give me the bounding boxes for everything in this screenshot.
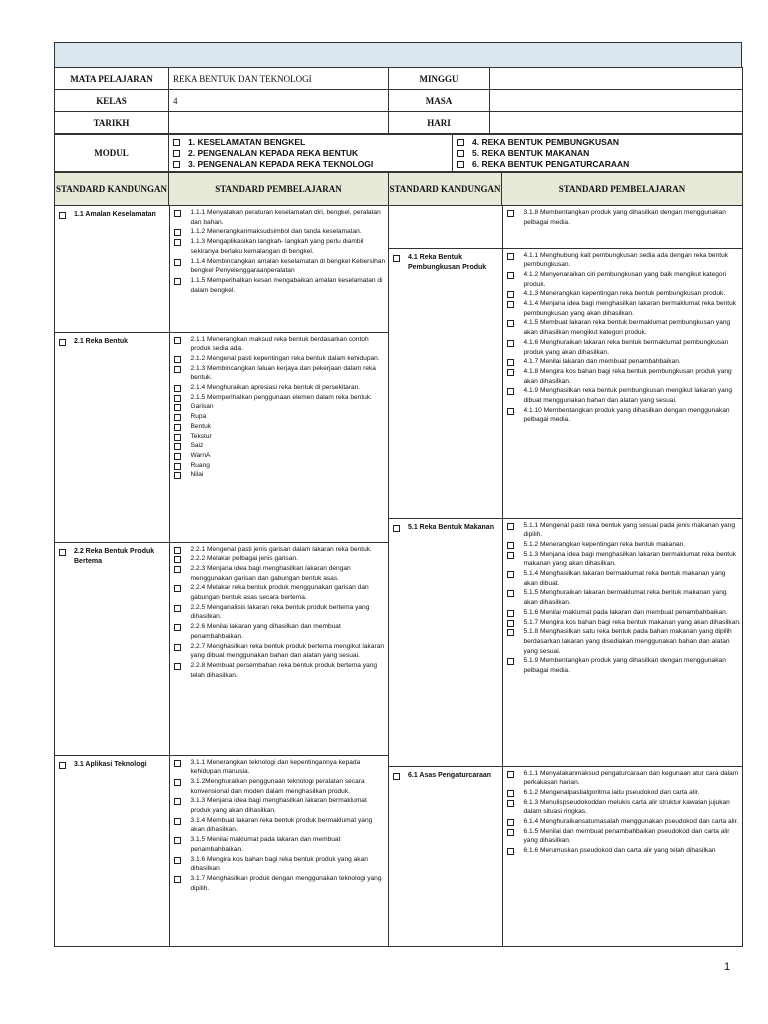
checkbox-icon <box>393 525 400 532</box>
tarikh-value <box>169 112 389 134</box>
checkbox-icon <box>457 150 464 157</box>
learning-standard-item <box>174 276 388 295</box>
learning-standard-item <box>507 299 742 318</box>
checkbox-icon <box>174 463 181 470</box>
learning-standard-text: Bentuk <box>190 422 212 430</box>
learning-standard-item <box>174 441 388 451</box>
checkbox-icon <box>174 798 181 805</box>
checkbox-icon <box>174 278 181 285</box>
modul-item <box>173 137 452 148</box>
header-table <box>54 67 743 134</box>
standard-pembelajaran-cell <box>169 206 389 332</box>
checkbox-icon <box>507 369 514 376</box>
standard-pembelajaran-cell <box>502 206 743 248</box>
learning-standard-text: Nilai <box>190 471 204 479</box>
modul-item-label: 4. REKA BENTUK PEMBUNGKUSAN <box>472 136 620 147</box>
sp-left-header: STANDARD PEMBELAJARAN <box>169 173 389 206</box>
learning-standard-text: 2.2.1 Mengenal pasti jenis garisan dalam lakaran reka bentuk. <box>190 545 372 553</box>
standard-kandungan-title: 3.1 Aplikasi Teknologi <box>74 760 147 768</box>
learning-standard-item <box>174 816 388 835</box>
standard-kandungan-title: 2.1 Reka Bentuk <box>74 337 129 345</box>
learning-standard-item <box>174 461 388 471</box>
checkbox-icon <box>174 472 181 479</box>
checkbox-icon <box>174 818 181 825</box>
checkbox-icon <box>507 542 514 549</box>
checkbox-icon <box>174 395 181 402</box>
learning-standard-item <box>174 661 388 680</box>
learning-standard-text: 2.1.2 Mengenal pasti kepentingan reka bentuk dalam kehidupan. <box>190 354 380 362</box>
learning-standard-item <box>507 788 742 798</box>
checkbox-icon <box>174 424 181 431</box>
learning-standard-text: 4.1.8 Mengira kos bahan bagi reka bentuk pembungkusan produk yang akan dihasilkan. <box>523 367 732 385</box>
learning-standard-item <box>507 817 742 827</box>
modul-item <box>457 159 742 170</box>
learning-standard-item <box>507 618 742 628</box>
learning-standard-text: 5.1.1 Mengenal pasti reka bentuk yang sesuai pada jenis makanan yang dipilih. <box>523 521 736 539</box>
checkbox-icon <box>174 547 181 554</box>
learning-standard-item <box>174 451 388 461</box>
learning-standard-item <box>174 564 388 583</box>
learning-standard-text: 5.1.9 Membentangkan produk yang dihasilkan dengan menggunakan pelbagai media. <box>523 657 726 675</box>
learning-standard-text: 4.1.2 Menyenaraikan ciri pembungkusan yang baik mengikut kategori produk. <box>523 270 727 288</box>
checkbox-icon <box>173 139 180 146</box>
learning-standard-text: 4.1.4 Menjana idea bagi menghasilkan lakaran bermaklumat reka bentuk pembungkusan yang akan dihasilkan. <box>523 300 737 317</box>
learning-standard-text: 2.2.5 Menganalisis lakaran reka bentuk produk bertema yang dihasilkan. <box>190 603 370 621</box>
learning-standard-text: 4.1.6 Menghuraikan lakaran reka bentuk bermaklumat pembungkusan produk yang akan dihasilkan. <box>523 338 729 356</box>
standard-kandungan-title: 2.2 Reka Bentuk Produk Bertema <box>74 547 155 565</box>
learning-standard-text: 2.1.1 Menerangkan maksud reka bentuk berdasarkan contoh produk sedia ada. <box>190 335 369 353</box>
standard-kandungan-title: 6.1 Asas Pengaturcaraan <box>408 771 492 779</box>
checkbox-icon <box>507 829 514 836</box>
modul-list-right <box>453 135 743 172</box>
learning-standard-text: 6.1.5 Menilai dan membuat penambahbaikan pseudokod dan carta alir yang dihasilkan. <box>523 827 730 845</box>
learning-standard-text: 2.1.5 Memperihalkan penggunaan elemen dalam reka bentuk: <box>190 393 372 401</box>
checkbox-icon <box>393 773 400 780</box>
learning-standard-item <box>507 318 742 337</box>
learning-standard-text: 6.1.4 Menghuraikansatumasalah menggunakan pseudokod dan carta alir. <box>523 818 739 826</box>
learning-standard-item <box>174 393 388 403</box>
standard-kandungan-cell <box>389 248 502 518</box>
learning-standard-item <box>507 338 742 357</box>
learning-standard-text: 2.2.6 Menilai lakaran yang dihasilkan dan membuat penambahbaikan. <box>190 623 341 640</box>
learning-standard-text: Garisan <box>190 403 214 411</box>
learning-standard-item <box>507 588 742 607</box>
checkbox-icon <box>507 210 514 217</box>
modul-item <box>457 137 742 148</box>
learning-standard-item <box>507 627 742 656</box>
checkbox-icon <box>59 212 66 219</box>
checkbox-icon <box>174 876 181 883</box>
modul-table <box>54 134 743 172</box>
checkbox-icon <box>174 385 181 392</box>
checkbox-icon <box>174 239 181 246</box>
checkbox-icon <box>174 366 181 373</box>
checkbox-icon <box>507 571 514 578</box>
checkbox-icon <box>507 359 514 366</box>
checkbox-icon <box>457 161 464 168</box>
learning-standard-text: 3.1.7 Menghasilkan produk dengan menggunakan teknologi yang dipilih. <box>190 874 382 892</box>
learning-standard-text: 2.2.2 Melakar pelbagai jenis garisan. <box>190 555 298 563</box>
learning-standard-text: 4.1.1 Menghubung kait pembungkusan sedia ada dengan reka bentuk pembungkusan. <box>523 251 729 269</box>
learning-standard-item <box>174 642 388 661</box>
checkbox-icon <box>174 857 181 864</box>
learning-standard-text: 2.2.3 Menjana idea bagi menghasilkan lakaran dengan menggunakan garisan dan gabungan bentuk asas. <box>190 564 351 582</box>
checkbox-icon <box>174 644 181 651</box>
learning-standard-item <box>174 777 388 796</box>
learning-standard-text: WarnA <box>190 451 211 459</box>
checkbox-icon <box>507 790 514 797</box>
standard-kandungan-cell <box>389 518 502 766</box>
learning-standard-text: 6.1.3 Menulispseudokoddan melukis carta alir struktur kawalan jujukan dalam situasi ringkas. <box>523 798 730 816</box>
checkbox-icon <box>507 320 514 327</box>
right-sections <box>389 206 743 946</box>
learning-standard-text: 4.1.3 Menerangkan kepentingan reka bentuk pembungkusan produk. <box>523 290 726 298</box>
learning-standard-text: 3.1.2Menghuraikan penggunaan teknologi peralatan secara konvensional dan moden dalam menghasilkan produk. <box>190 777 365 795</box>
checkbox-icon <box>174 356 181 363</box>
tarikh-label: TARIKH <box>55 112 169 134</box>
checkbox-icon <box>174 760 181 767</box>
learning-standard-text: 2.1.3 Membincangkan laluan kerjaya dan pekerjaan dalam reka bentuk. <box>190 364 376 382</box>
learning-standard-item <box>507 540 742 550</box>
checkbox-icon <box>174 434 181 441</box>
learning-standard-text: 4.1.9 Menghasilkan reka bentuk pembungkusan mengikut lakaran yang dibuat menggunakan bahan dan alatan yang sesuai. <box>523 387 733 405</box>
learning-standard-text: 5.1.6 Menilai maklumat pada lakaran dan membuat penambahbaikan. <box>523 608 728 616</box>
learning-standard-item <box>174 335 388 354</box>
learning-standard-text: Tekstur <box>190 432 212 440</box>
checkbox-icon <box>174 404 181 411</box>
learning-standard-item <box>174 257 388 276</box>
learning-standard-text: 6.1.2 Mengenalpastialgoritma iaitu pseudokod dan carta alir. <box>523 788 700 796</box>
learning-standard-text: 1.1.4 Membincangkan amalan keselamatan di bengkel Kebersihan bengkel Penyelenggaraanperalatan <box>190 257 386 275</box>
modul-item-label: 3. PENGENALAN KEPADA REKA TEKNOLOGI <box>188 158 374 169</box>
learning-standard-item <box>174 545 388 555</box>
standard-kandungan-title: 4.1 Reka Bentuk Pembungkusan Produk <box>408 253 487 271</box>
checkbox-icon <box>507 388 514 395</box>
learning-standard-item <box>507 550 742 569</box>
learning-standard-item <box>174 603 388 622</box>
checkbox-icon <box>507 340 514 347</box>
checkbox-icon <box>457 139 464 146</box>
learning-standard-item <box>174 470 388 480</box>
checkbox-icon <box>174 605 181 612</box>
learning-standard-item <box>174 354 388 364</box>
learning-standard-item <box>174 412 388 422</box>
learning-standard-item <box>507 769 742 788</box>
checkbox-icon <box>174 624 181 631</box>
checkbox-icon <box>174 453 181 460</box>
checkbox-icon <box>174 414 181 421</box>
lesson-plan-page <box>54 42 742 947</box>
learning-standard-text: 5.1.5 Menghuraikan lakaran bermaklumat reka bentuk makanan yang akan dihasilkan. <box>523 589 727 607</box>
learning-standard-item <box>174 758 388 777</box>
learning-standard-item <box>507 608 742 618</box>
learning-standard-text: 3.1.6 Mengira kos bahan bagi reka bentuk produk yang akan dihasilkan <box>190 855 368 873</box>
minggu-label: MINGGU <box>389 68 490 90</box>
standard-pembelajaran-cell <box>502 518 743 766</box>
checkbox-icon <box>507 523 514 530</box>
checkbox-icon <box>174 443 181 450</box>
learning-standard-text: 2.2.8 Membuat persembahan reka bentuk produk bertema yang telah dihasilkan. <box>190 661 378 679</box>
modul-label: MODUL <box>55 135 169 172</box>
learning-standard-item <box>174 402 388 412</box>
kelas-value: 4 <box>169 90 389 112</box>
learning-standard-text: 5.1.7 Mengira kos bahan bagi reka bentuk makanan yang akan dihasilkan. <box>523 618 741 626</box>
page-number: 1 <box>724 961 731 973</box>
standard-pembelajaran-cell <box>502 766 743 946</box>
learning-standard-item <box>174 796 388 815</box>
modul-item-label: 6. REKA BENTUK PENGATURCARAAN <box>472 158 630 169</box>
learning-standard-text: 1.1.3 Mengaplikasikan langkah- langkah yang perlu diambil sekiranya berlaku kemalangan di bengkel. <box>190 238 364 255</box>
learning-standard-text: 3.1.3 Menjana idea bagi menghasilkan lakaran bermaklumat produk yang akan dihasilkan. <box>190 797 367 815</box>
learning-standard-text: 2.2.7 Menghasilkan reka bentuk produk bertema mengikut lakaran yang dibuat menggunakan bahan dan alatan yang sesuai. <box>190 642 385 660</box>
checkbox-icon <box>507 552 514 559</box>
checkbox-icon <box>507 408 514 415</box>
learning-standard-item <box>507 798 742 817</box>
learning-standard-item <box>507 357 742 367</box>
learning-standard-text: Ruang <box>190 461 210 469</box>
learning-standard-item <box>507 251 742 270</box>
sk-left-header: STANDARD KANDUNGAN <box>55 173 169 206</box>
kelas-label: KELAS <box>55 90 169 112</box>
learning-standard-item <box>507 270 742 289</box>
learning-standard-item <box>507 367 742 386</box>
checkbox-icon <box>507 291 514 298</box>
checkbox-icon <box>507 272 514 279</box>
learning-standard-text: 3.1.4 Membuat lakaran reka bentuk produk bermaklumat yang akan dihasilkan. <box>190 816 373 834</box>
checkbox-icon <box>507 629 514 636</box>
learning-standard-text: 4.1.10 Membentangkan produk yang dihasilkan dengan menggunakan pelbagai media. <box>523 406 730 424</box>
checkbox-icon <box>174 779 181 786</box>
checkbox-icon <box>507 848 514 855</box>
modul-item <box>173 159 452 170</box>
learning-standard-item <box>174 364 388 383</box>
learning-standard-item <box>507 521 742 540</box>
learning-standard-item <box>174 422 388 432</box>
mata-pelajaran-label: MATA PELAJARAN <box>55 68 169 90</box>
checkbox-icon <box>393 255 400 262</box>
checkbox-icon <box>174 837 181 844</box>
learning-standard-text: 3.1.5 Menilai maklumat pada lakaran dan membuat penambahbaikan. <box>190 836 341 853</box>
learning-standard-item <box>174 237 388 256</box>
learning-standard-text: 5.1.4 Menghasilkan lakaran bermaklumat reka bentuk makanan yang akan dibuat. <box>523 570 726 587</box>
left-half <box>55 206 389 947</box>
hari-value <box>490 112 743 134</box>
learning-standard-item <box>174 227 388 237</box>
learning-standard-text: 1.1.2 Menerangkanmaksudsimbol dan tanda keselamatan. <box>190 228 362 236</box>
modul-list-left <box>169 135 453 172</box>
learning-standard-item <box>507 406 742 425</box>
checkbox-icon <box>507 819 514 826</box>
checkbox-icon <box>507 771 514 778</box>
checkbox-icon <box>507 610 514 617</box>
standard-kandungan-cell <box>389 206 502 248</box>
checkbox-icon <box>174 210 181 217</box>
learning-standard-item <box>174 583 388 602</box>
learning-standard-text: 6.1.6 Merumuskan pseudokod dan carta alir yang telah dihasilkan <box>523 847 716 855</box>
sk-right-header: STANDARD KANDUNGAN <box>389 173 502 206</box>
modul-item-label: 1. KESELAMATAN BENGKEL <box>188 136 306 147</box>
checkbox-icon <box>59 762 66 769</box>
standard-kandungan-cell <box>55 755 169 946</box>
learning-standard-text: Saiz <box>190 442 204 450</box>
standard-kandungan-cell <box>55 332 169 542</box>
learning-standard-text: 1.1.5 Memperihalkan kesan mengabaikan amalan keselamatan di dalam bengkel. <box>190 276 383 294</box>
standard-pembelajaran-cell <box>169 542 389 755</box>
learning-standard-item <box>174 432 388 442</box>
learning-standard-item <box>174 208 388 227</box>
mata-pelajaran-value: REKA BENTUK DAN TEKNOLOGI <box>169 68 389 90</box>
learning-standard-item <box>174 383 388 393</box>
checkbox-icon <box>174 556 181 563</box>
modul-item-label: 5. REKA BENTUK MAKANAN <box>472 147 590 158</box>
checkbox-icon <box>507 620 514 627</box>
learning-standard-text: 1.1.1 Menyatakan peraturan keselamatan diri, bengkel, peralatan dan bahan. <box>190 209 381 226</box>
learning-standard-item <box>507 846 742 856</box>
learning-standard-text: 5.1.8 Menghasilkan satu reka bentuk pada bahan makanan yang dipilih berdasarkan lakaran yang disediakan menggunakan bahan dan alatan yang sesuai. <box>523 628 732 655</box>
learning-standard-text: 5.1.2 Menerangkan kepentingan reka bentuk makanan. <box>523 540 686 548</box>
modul-item <box>173 148 452 159</box>
learning-standard-text: 2.2.4 Melakar reka bentuk produk menggunakan garisan dan gabungan bentuk asas secara bertema. <box>190 584 369 602</box>
left-sections <box>55 206 389 946</box>
sp-right-header: STANDARD PEMBELAJARAN <box>502 173 743 206</box>
learning-standard-text: 3.1.8 Membentangkan produk yang dihasilkan dengan menggunakan pelbagai media. <box>523 209 726 226</box>
masa-label: MASA <box>389 90 490 112</box>
checkbox-icon <box>174 337 181 344</box>
learning-standard-item <box>507 656 742 675</box>
learning-standard-item <box>174 835 388 854</box>
learning-standard-item <box>174 554 388 564</box>
checkbox-icon <box>173 161 180 168</box>
learning-standard-text: 4.1.7 Menilai lakaran dan membuat penambahbaikan. <box>523 358 681 366</box>
masa-value <box>490 90 743 112</box>
title-banner <box>54 42 742 67</box>
standard-kandungan-cell <box>55 542 169 755</box>
learning-standard-text: Rupa <box>190 413 207 421</box>
hari-label: HARI <box>389 112 490 134</box>
checkbox-icon <box>174 229 181 236</box>
learning-standard-item <box>174 622 388 641</box>
checkbox-icon <box>507 301 514 308</box>
standard-pembelajaran-cell <box>502 248 743 518</box>
standard-pembelajaran-cell <box>169 332 389 542</box>
checkbox-icon <box>59 549 66 556</box>
modul-item-label: 2. PENGENALAN KEPADA REKA BENTUK <box>188 147 359 158</box>
standards-table <box>54 172 743 947</box>
learning-standard-item <box>507 208 742 227</box>
learning-standard-item <box>507 569 742 588</box>
learning-standard-text: 6.1.1 Menyatakanmaksud pengaturcaraan dan kegunaan atur cara dalam perkakasan harian. <box>523 769 739 787</box>
checkbox-icon <box>174 663 181 670</box>
checkbox-icon <box>507 590 514 597</box>
modul-item <box>457 148 742 159</box>
checkbox-icon <box>174 566 181 573</box>
standard-kandungan-cell <box>389 766 502 946</box>
standard-pembelajaran-cell <box>169 755 389 946</box>
standard-kandungan-title: 1.1 Amalan Keselamatan <box>74 211 156 218</box>
standard-kandungan-cell <box>55 206 169 332</box>
standard-kandungan-title: 5.1 Reka Bentuk Makanan <box>408 523 494 531</box>
learning-standard-text: 2.1.4 Menghuraikan apresiasi reka bentuk di persekitaran. <box>190 384 361 392</box>
checkbox-icon <box>173 150 180 157</box>
checkbox-icon <box>174 259 181 266</box>
learning-standard-item <box>174 855 388 874</box>
checkbox-icon <box>507 800 514 807</box>
learning-standard-item <box>174 874 388 893</box>
learning-standard-text: 4.1.5 Membuat lakaran reka bentuk bermaklumat pembungkusan yang akan dihasilkan mengikut kategori produk. <box>523 319 731 337</box>
learning-standard-text: 5.1.3 Menjana idea bagi menghasilkan lakaran bermaklumat reka bentuk makanan yang akan dihasilkan. <box>523 550 737 568</box>
learning-standard-item <box>507 827 742 846</box>
learning-standard-item <box>507 289 742 299</box>
learning-standard-text: 3.1.1 Menerangkan teknologi dan kepentingannya kepada kehidupan manusia. <box>190 758 361 776</box>
minggu-value <box>490 68 743 90</box>
right-half <box>389 206 743 947</box>
learning-standard-item <box>507 386 742 405</box>
checkbox-icon <box>174 585 181 592</box>
checkbox-icon <box>59 339 66 346</box>
checkbox-icon <box>507 253 514 260</box>
checkbox-icon <box>507 658 514 665</box>
